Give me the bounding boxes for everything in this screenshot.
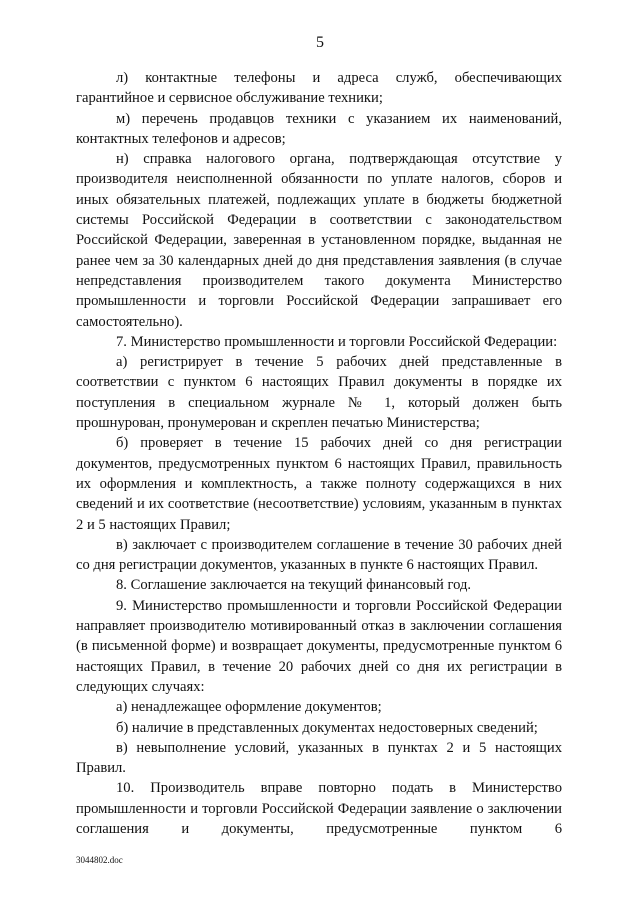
file-name-footer: 3044802.doc	[76, 855, 123, 865]
paragraph-7v: в) заключает с производителем соглашение в течение 30 рабочих дней со дня регистрации документов, указанных в пункте 6 настоящих Правил.	[76, 536, 562, 574]
paragraph-l: л) контактные телефоны и адреса служб, обеспечивающих гарантийное и сервисное обслуживание техники;	[76, 70, 562, 107]
paragraph-10: 10. Производитель вправе повторно подать в Министерство промышленности и торговли Российской Федерации заявление о заключении соглашения и документы, предусмотренные пунктом 6	[76, 780, 562, 837]
paragraph-n: н) справка налогового органа, подтверждающая отсутствие у производителя неисполненной обязанности по уплате налогов, сборов и иных обязательных платежей, подлежащих уплате в бюджеты бюджетной системы Российской Федерации в соответствии с законодательством Российской Федерации, заверенная в установленном порядке, выданная не ранее чем за 30 календарных дней до дня представления заявления (в случае непредставления производителем такого документа Министерство промышленности и торговли Российской Федерации запрашивает его самостоятельно).	[76, 151, 562, 330]
paragraph-9: 9. Министерство промышленности и торговли Российской Федерации направляет производителю мотивированный отказ в заключении соглашения (в письменной форме) и возвращает документы, предусмотренные пунктом 6 настоящих Правил, в течение 20 рабочих дней со дня их регистрации в следующих случаях:	[76, 597, 562, 695]
paragraph-9a: а) ненадлежащее оформление документов;	[116, 699, 382, 716]
paragraph-7: 7. Министерство промышленности и торговли Российской Федерации:	[116, 333, 558, 350]
document-body	[76, 68, 562, 839]
paragraph-7b: б) проверяет в течение 15 рабочих дней со дня регистрации документов, предусмотренных пунктом 6 настоящих Правил, правильность их оформления и комплектность, а также полноту содержащихся в них сведений и их соответствие (несоответствие) условиям, указанным в пунктах 2 и 5 настоящих Правил;	[76, 435, 562, 533]
paragraph-9v: в) невыполнение условий, указанных в пунктах 2 и 5 настоящих Правил.	[76, 739, 562, 777]
paragraph-9b: б) наличие в представленных документах недостоверных сведений;	[116, 719, 538, 736]
paragraph-m: м) перечень продавцов техники с указанием их наименований, контактных телефонов и адресов;	[76, 110, 562, 147]
paragraph-7a: а) регистрирует в течение 5 рабочих дней представленные в соответствии с пунктом 6 настоящих Правил документы в порядке их поступления в специальном журнале № 1, который должен быть прошнурован, пронумерован и скреплен печатью Министерства;	[76, 354, 562, 432]
page-number: 5	[316, 34, 324, 51]
paragraph-8: 8. Соглашение заключается на текущий финансовый год.	[116, 577, 472, 594]
